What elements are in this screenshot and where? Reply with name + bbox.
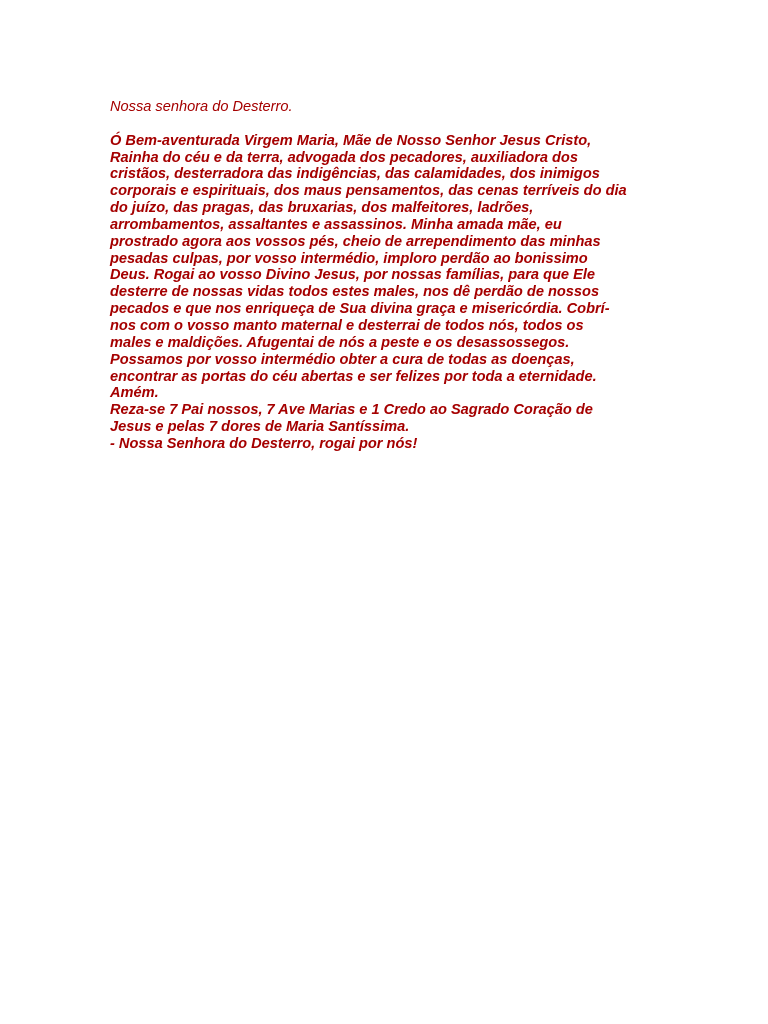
prayer-line-10: desterre de nossas vidas todos estes males, nos dê perdão de nossos [110, 284, 600, 301]
prayer-line-7: prostrado agora aos vossos pés, cheio de arrependimento das minhas [110, 233, 601, 250]
prayer-line-1: Ó Bem-aventurada Virgem Maria, Mãe de Nosso Senhor Jesus Cristo, [110, 132, 592, 149]
prayer-line-4: corporais e espirituais, dos maus pensamentos, das cenas terríveis do dia [110, 183, 627, 200]
prayer-line-5: do juízo, das pragas, das bruxarias, dos malfeitores, ladrões, [110, 200, 534, 217]
prayer-line-8: pesadas culpas, por vosso intermédio, imploro perdão ao bonissimo [110, 250, 588, 267]
document-title: Nossa senhora do Desterro. [110, 99, 293, 115]
prayer-line-9: Deus. Rogai ao vosso Divino Jesus, por nossas famílias, para que Ele [110, 267, 595, 284]
instruction-line-1: Reza-se 7 Pai nossos, 7 Ave Marias e 1 Credo ao Sagrado Coração de [110, 402, 593, 419]
closing-invocation: - Nossa Senhora do Desterro, rogai por nós! [110, 435, 418, 452]
paragraph-spacer [110, 116, 710, 133]
prayer-line-3: cristãos, desterradora das indigências, das calamidades, dos inimigos [110, 166, 600, 183]
prayer-line-14: Possamos por vosso intermédio obter a cura de todas as doenças, [110, 351, 575, 368]
prayer-line-11: pecados e que nos enriqueça de Sua divina graça e misericórdia. Cobrí- [110, 301, 610, 318]
prayer-line-6: arrombamentos, assaltantes e assassinos. Minha amada mãe, eu [110, 216, 562, 233]
prayer-line-16: Amém. [110, 385, 159, 402]
instruction-line-2: Jesus e pelas 7 dores de Maria Santíssima. [110, 419, 410, 436]
prayer-line-15: encontrar as portas do céu abertas e ser felizes por toda a eternidade. [110, 368, 597, 385]
prayer-line-12: nos com o vosso manto maternal e desterrai de todos nós, todos os [110, 317, 584, 334]
prayer-text [110, 99, 710, 453]
prayer-line-2: Rainha do céu e da terra, advogada dos pecadores, auxiliadora dos [110, 149, 578, 166]
prayer-line-13: males e maldições. Afugentai de nós a peste e os desassossegos. [110, 334, 570, 351]
